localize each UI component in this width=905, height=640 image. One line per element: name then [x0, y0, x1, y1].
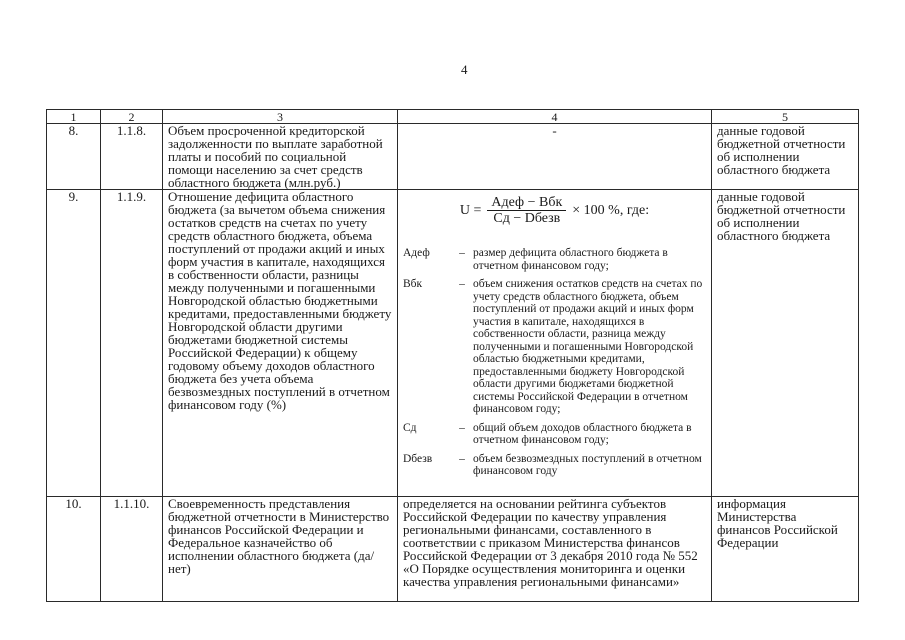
definition-dash: – [459, 247, 465, 259]
indicators-table [46, 109, 859, 602]
row-number: 9. [47, 190, 101, 497]
source-text: данные годовой бюджетной отчетности об исполнении областного бюджета [712, 190, 859, 497]
indicator-text: Объем просроченной кредиторской задолженности по выплате заработной платы и пособий по социальной помощи населению за счет средств областного бюджета (млн.руб.) [163, 124, 398, 190]
definition-item [403, 422, 706, 447]
definition-dash: – [459, 278, 465, 290]
formula [403, 196, 706, 225]
header-cell-2: 2 [101, 110, 163, 124]
table-row [47, 124, 859, 190]
method-text: - [398, 124, 712, 190]
formula-denominator: Сд − Dбезв [493, 211, 561, 226]
definition-term: Сд [403, 421, 417, 434]
header-cell-3: 3 [163, 110, 398, 124]
formula-fraction [487, 196, 566, 225]
row-number: 10. [47, 497, 101, 602]
definition-text: объем безвозмездных поступлений в отчетном финансовом году [473, 452, 702, 477]
definition-item [403, 278, 706, 416]
formula-lhs: U = [459, 203, 482, 218]
header-cell-5: 5 [712, 110, 859, 124]
formula-numerator: Адеф − Вбк [487, 196, 566, 211]
header-cell-4: 4 [398, 110, 712, 124]
definition-term: Dбезв [403, 452, 433, 465]
row-number: 8. [47, 124, 101, 190]
method-text: определяется на основании рейтинга субъектов Российской Федерации по качеству управления региональными финансами, составленного в соответствии с приказом Министерства финансов Российской Федерации от 3 декабря 2010 года № 552 «О Порядке осуществления мониторинга и оценки качества управления региональными финансами» [398, 497, 712, 602]
definitions-list [403, 247, 706, 478]
indicator-text: Отношение дефицита областного бюджета (за вычетом объема снижения остатков средств на счетах по учету средств областного бюджета, объема поступлений от продажи акций и иных форм участия в капитале, находящихся в собственности области, разницы между полученными и погашенными Новгородской областью бюджетными кредитами, предоставленными бюджету Новгородской области другими бюджетами бюджетной системы Российской Федерации) к общему годовому объему доходов областного бюджета без учета объема безвозмездных поступлений в отчетном финансовом году (%) [163, 190, 398, 497]
source-text: информация Министерства финансов Российской Федерации [712, 497, 859, 602]
row-code: 1.1.10. [101, 497, 163, 602]
indicator-text: Своевременность представления бюджетной отчетности в Министерство финансов Российской Федерации и Федеральное казначейство об исполнении областного бюджета (да/нет) [163, 497, 398, 602]
definition-item [403, 247, 706, 272]
header-cell-1: 1 [47, 110, 101, 124]
table-row [47, 190, 859, 497]
definition-text: общий объем доходов областного бюджета в отчетном финансовом году; [473, 421, 692, 446]
definition-dash: – [459, 421, 465, 434]
method-cell [398, 190, 712, 497]
row-code: 1.1.9. [101, 190, 163, 497]
definition-term: Вбк [403, 278, 423, 290]
page-number: 4 [461, 62, 468, 77]
definition-dash: – [459, 452, 465, 465]
source-text: данные годовой бюджетной отчетности об исполнении областного бюджета [712, 124, 859, 190]
definition-term: Адеф [403, 247, 430, 259]
formula-rhs: × 100 %, где: [572, 203, 650, 218]
table-row [47, 497, 859, 602]
definition-text: размер дефицита областного бюджета в отчетном финансовом году; [473, 247, 668, 272]
header-row [47, 110, 859, 124]
definition-item [403, 453, 706, 478]
row-code: 1.1.8. [101, 124, 163, 190]
definition-text: объем снижения остатков средств на счетах по учету средств областного бюджета, объем поступлений от продажи акций и иных форм участия в капитале, находящихся в собственности области, разница между полученными и погашенными Новгородской областью бюджетными кредитами, предоставленными бюджету Новгородской области другими бюджетами бюджетной системы Российской Федерации в отчетном финансовом году; [473, 278, 703, 415]
